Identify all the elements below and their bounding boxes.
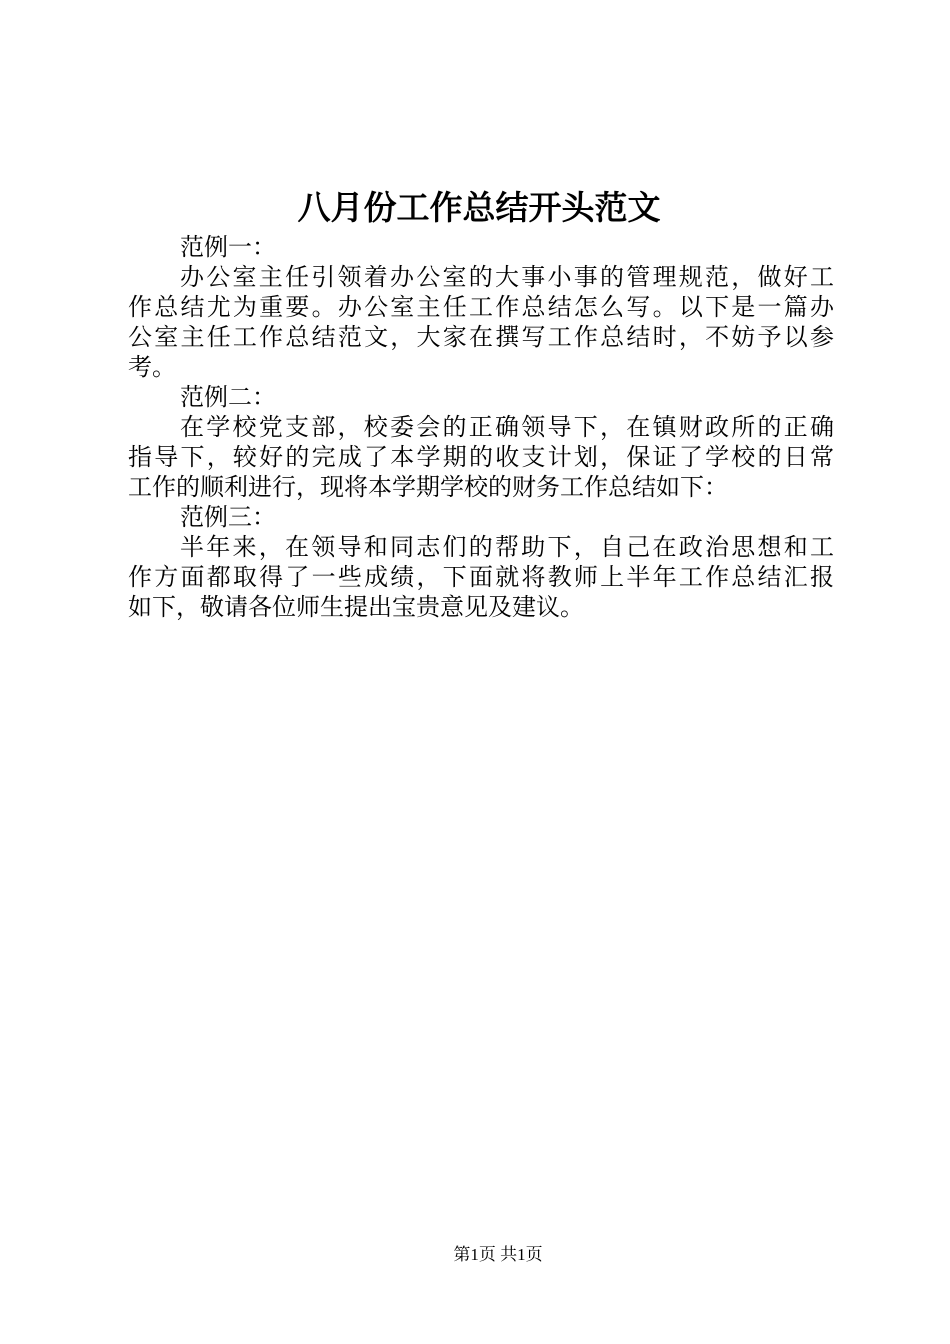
paragraph-line: 办公室主任引领着办公室的大事小事的管理规范，做好工 xyxy=(180,263,834,291)
section-heading-1: 范例一： xyxy=(180,233,276,261)
paragraph-line: 作总结尤为重要。办公室主任工作总结怎么写。以下是一篇办 xyxy=(128,293,834,321)
paragraph-line: 公室主任工作总结范文，大家在撰写工作总结时，不妨予以参 xyxy=(128,323,834,351)
paragraph-line: 指导下，较好的完成了本学期的收支计划，保证了学校的日常 xyxy=(128,443,834,471)
paragraph-line: 工作的顺利进行，现将本学期学校的财务工作总结如下： xyxy=(128,473,728,501)
document-body xyxy=(128,232,834,622)
section-heading-2: 范例二： xyxy=(180,383,276,411)
paragraph-line: 作方面都取得了一些成绩，下面就将教师上半年工作总结汇报 xyxy=(128,563,834,591)
paragraph-line: 在学校党支部，校委会的正确领导下，在镇财政所的正确 xyxy=(180,413,834,441)
paragraph-line: 考。 xyxy=(128,353,176,381)
page-number-footer: 第1页 共1页 xyxy=(453,1245,543,1264)
paragraph-line: 如下，敬请各位师生提出宝贵意见及建议。 xyxy=(128,593,584,621)
document-title: 八月份工作总结开头范文 xyxy=(297,188,661,227)
section-heading-3: 范例三： xyxy=(180,503,276,531)
paragraph-line: 半年来，在领导和同志们的帮助下，自己在政治思想和工 xyxy=(180,533,834,561)
